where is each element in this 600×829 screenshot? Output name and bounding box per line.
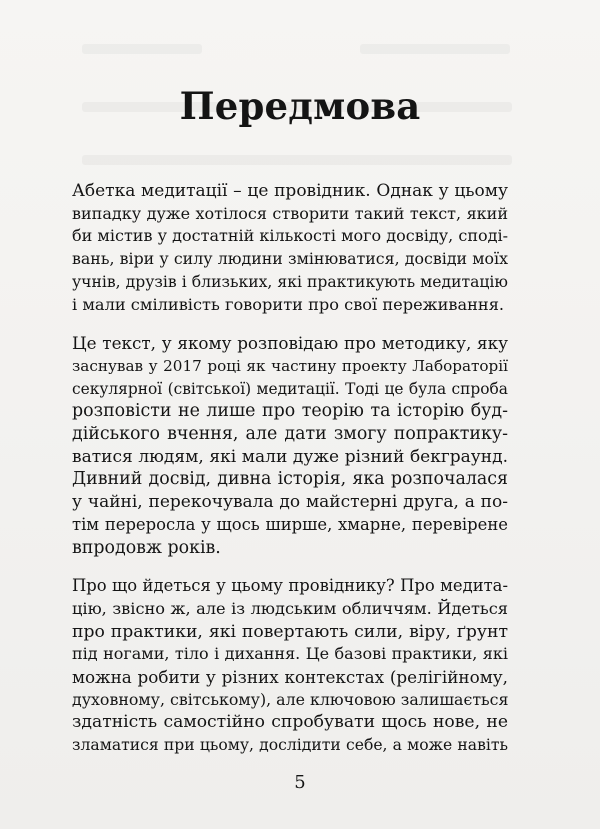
text-line: би містив у достатній кількості мого досвіду, споді- xyxy=(72,226,508,246)
paragraph xyxy=(72,575,508,757)
text-line: впродовж років. xyxy=(72,537,221,558)
text-line: у чайні, перекочувала до майстерні друга, а по- xyxy=(72,492,508,513)
text-line: зламатися при цьому, дослідити себе, а може навіть xyxy=(72,736,508,755)
text-line: під ногами, тіло і дихання. Це базові практики, які xyxy=(72,644,508,664)
text-line: вань, віри у силу людини змінюватися, досвіди моїх xyxy=(72,249,508,269)
text-line: учнів, друзів і близьких, які практикують медитацію xyxy=(72,272,508,291)
page-title: Передмова xyxy=(179,84,421,128)
show-through-text xyxy=(82,44,202,54)
text-line: здатність самостійно спробувати щось нове, не xyxy=(72,712,508,733)
text-line: Абетка медитації – це провідник. Однак у цьому xyxy=(72,181,508,201)
text-line: Це текст, у якому розповідаю про методику, яку xyxy=(72,333,508,354)
paragraph xyxy=(72,180,508,316)
text-line: заснував у 2017 році як частину проекту Лабораторії xyxy=(72,356,508,375)
text-line: тім переросла у щось ширше, хмарне, перевірене xyxy=(72,514,508,534)
text-line: Про що йдеться у цьому провіднику? Про медита- xyxy=(72,576,508,596)
show-through-text xyxy=(360,44,510,54)
text-line: про практики, які повертають сили, віру, ґрунт xyxy=(72,621,508,642)
text-line: цію, звісно ж, але із людським обличчям. Йдеться xyxy=(72,598,508,618)
text-line: розповісти не лише про теорію та історію буд- xyxy=(72,401,508,422)
page-number: 5 xyxy=(294,772,306,793)
show-through-text xyxy=(82,155,512,165)
text-line: духовному, світському), але ключовою залишається xyxy=(72,689,509,709)
text-line: випадку дуже хотілося створити такий текст, який xyxy=(72,203,508,223)
text-line: ватися людям, які мали дуже різний бекграунд. xyxy=(72,446,508,467)
text-line: і мали сміливість говорити про свої переживання. xyxy=(72,294,505,314)
text-line: секулярної (світської) медитації. Тоді це була спроба xyxy=(72,379,508,398)
page-body-text xyxy=(72,180,508,773)
paragraph xyxy=(72,332,508,559)
text-line: можна робити у різних контекстах (релігійному, xyxy=(72,667,508,688)
text-line: Дивний досвід, дивна історія, яка розпочалася xyxy=(72,469,508,490)
text-line: дійського вчення, але дати змогу попрактику- xyxy=(72,424,508,445)
